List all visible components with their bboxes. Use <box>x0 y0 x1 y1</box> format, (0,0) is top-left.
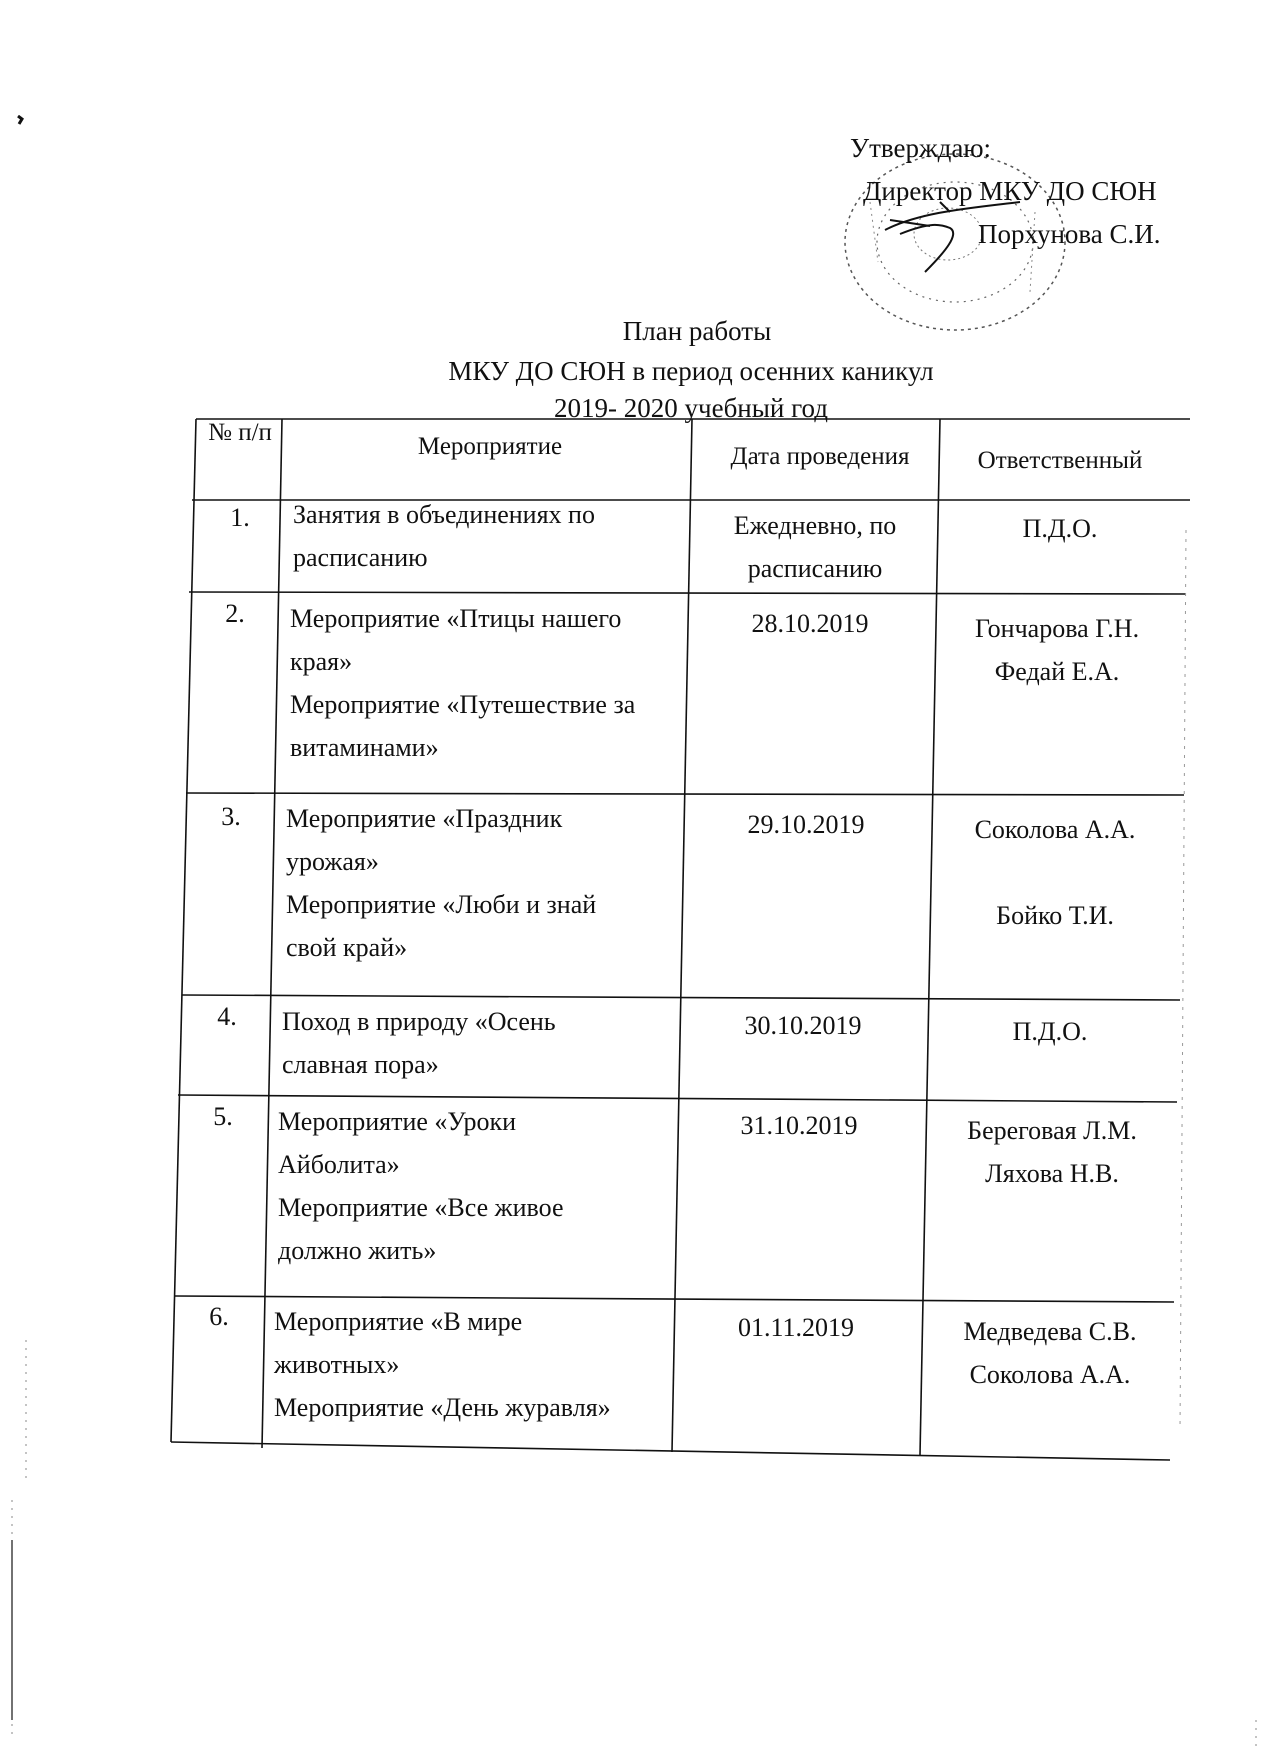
row-3-event-line: свой край» <box>286 933 408 962</box>
row-3-responsible-line: Соколова А.А. <box>974 815 1136 844</box>
row-3-num: 3. <box>221 802 241 831</box>
row-4-event-line: Поход в природу «Осень <box>282 1007 556 1036</box>
row-3-event-line: Мероприятие «Праздник <box>286 804 563 833</box>
row-5-date-line: 31.10.2019 <box>740 1111 858 1140</box>
row-2-responsible-line: Гончарова Г.Н. <box>974 614 1140 643</box>
row-2-event-line: Мероприятие «Птицы нашего <box>290 604 622 633</box>
row-1-date-line: Ежедневно, по <box>733 511 897 540</box>
row-3-event-line: Мероприятие «Люби и знай <box>286 890 597 919</box>
row-1-event-line: Занятия в объединениях по <box>293 500 595 529</box>
row-5-num: 5. <box>213 1102 233 1131</box>
row-5-event-line: Мероприятие «Все живое <box>278 1193 564 1222</box>
header-date: Дата проведения <box>730 443 910 470</box>
row-3-date-line: 29.10.2019 <box>747 810 865 839</box>
row-1-event-line: расписанию <box>293 543 428 572</box>
row-1-num: 1. <box>230 503 250 532</box>
row-2-event-line: Мероприятие «Путешествие за <box>290 690 636 719</box>
document-title: План работы <box>622 316 772 346</box>
row-2-date-line: 28.10.2019 <box>751 609 869 638</box>
row-4-date-line: 30.10.2019 <box>744 1011 862 1040</box>
row-6-responsible-line: Медведева С.В. <box>963 1317 1137 1346</box>
row-4-event-line: славная пора» <box>282 1050 439 1079</box>
row-5-event-line: должно жить» <box>278 1236 437 1265</box>
school-year: 2019- 2020 учебный год <box>554 393 828 423</box>
row-5-responsible-line: Ляхова Н.В. <box>985 1159 1119 1188</box>
row-5-responsible-line: Береговая Л.М. <box>967 1116 1137 1145</box>
row-5-event-line: Айболита» <box>278 1150 400 1179</box>
row-5-event-line: Мероприятие «Уроки <box>278 1107 517 1136</box>
row-6-event-line: животных» <box>274 1350 400 1379</box>
row-2-responsible-line: Федай Е.А. <box>994 657 1120 686</box>
header-event: Мероприятие <box>417 433 563 460</box>
approval-position: Директор МКУ ДО СЮН <box>863 176 1157 206</box>
row-6-event-line: Мероприятие «В мире <box>274 1307 523 1336</box>
row-2-event-line: края» <box>290 647 353 676</box>
row-1-date-line: расписанию <box>747 554 883 583</box>
row-2-event-line: витаминами» <box>290 733 439 762</box>
header-num: № п/п <box>208 419 272 446</box>
approval-name: Порхунова С.И. <box>978 219 1161 249</box>
document-subtitle: МКУ ДО СЮН в период осенних каникул <box>448 356 934 386</box>
row-3-responsible-line: Бойко Т.И. <box>996 901 1114 930</box>
row-6-responsible-line: Соколова А.А. <box>969 1360 1131 1389</box>
row-6-event-line: Мероприятие «День журавля» <box>274 1393 611 1422</box>
row-2-num: 2. <box>225 599 245 628</box>
row-6-num: 6. <box>209 1302 229 1331</box>
row-6-date-line: 01.11.2019 <box>737 1313 855 1342</box>
row-4-num: 4. <box>217 1002 237 1031</box>
approval-label: Утверждаю: <box>850 133 992 163</box>
header-responsible: Ответственный <box>977 447 1143 474</box>
row-3-event-line: урожая» <box>286 847 379 876</box>
row-4-responsible-line: П.Д.О. <box>1012 1017 1088 1046</box>
row-1-responsible-line: П.Д.О. <box>1022 514 1098 543</box>
